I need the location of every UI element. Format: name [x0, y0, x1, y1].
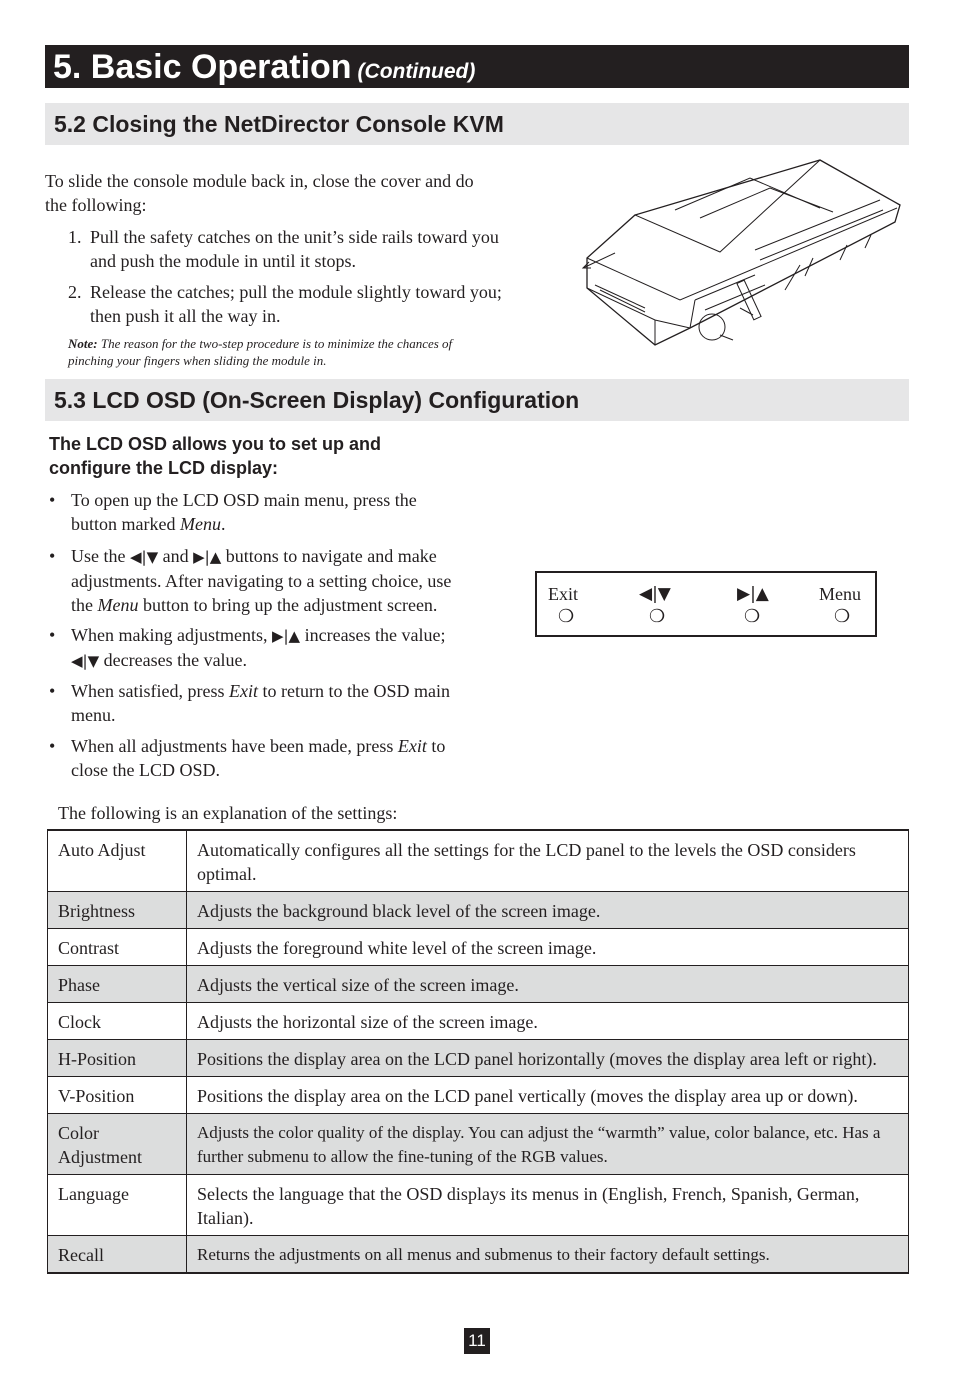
section-52-heading-bar [45, 103, 909, 145]
table-row [48, 1114, 909, 1175]
lead-line-1: The LCD OSD allows you to set up and [49, 434, 382, 454]
text-span: When making adjustments, [71, 625, 272, 645]
left-triangle-bar-down-triangle-icon: ◀|▼ [639, 584, 671, 604]
setting-description: Adjusts the color quality of the display. You can adjust the “warmth” value, color balance, etc. Has a further submenu to allow the fine-tuning of the RGB values. [187, 1114, 909, 1175]
next-circle-button-icon: ❍ [744, 606, 761, 627]
menu-label: Menu [819, 584, 861, 604]
table-row [48, 1175, 909, 1236]
setting-name: H-Position [48, 1040, 187, 1077]
section-53-heading: 5.3 LCD OSD (On-Screen Display) Configuration [54, 387, 580, 413]
right-triangle-bar-up-triangle-icon: ▶|▲ [737, 584, 769, 604]
setting-description: Adjusts the foreground white level of the screen image. [187, 929, 909, 966]
text-span: the [71, 595, 98, 615]
setting-description: Automatically configures all the settings for the LCD panel to the levels the OSD considers optimal. [187, 830, 909, 892]
note [68, 335, 452, 369]
text-span: increases the value; [300, 625, 446, 645]
note-line-1: The reason for the two-step procedure is to minimize the chances of [100, 336, 453, 351]
step-number: 1. [68, 227, 82, 247]
left-triangle-bar-down-triangle-icon: ◀|▼ [129, 548, 159, 566]
setting-name: Color Adjustment [48, 1114, 187, 1175]
table-row [48, 1040, 909, 1077]
chapter-title-bar [45, 45, 909, 88]
setting-description: Returns the adjustments on all menus and submenus to their factory default settings. [187, 1236, 909, 1274]
step-line: Pull the safety catches on the unit’s side rails toward you [90, 227, 499, 247]
text-span: Use the [71, 546, 130, 566]
section-52-intro [45, 169, 474, 217]
setting-description: Adjusts the horizontal size of the screen image. [187, 1003, 909, 1040]
table-row [48, 892, 909, 929]
table-row [48, 966, 909, 1003]
table-row [48, 1003, 909, 1040]
setting-name: V-Position [48, 1077, 187, 1114]
bullet-line: close the LCD OSD. [71, 760, 220, 780]
bullet-dot: • [49, 490, 56, 510]
exit-label: Exit [548, 584, 578, 604]
exit-button-ref: Exit [397, 736, 427, 756]
left-triangle-bar-down-triangle-icon: ◀|▼ [71, 652, 100, 670]
bullet-dot: • [49, 546, 56, 566]
setting-name: Language [48, 1175, 187, 1236]
table-intro: The following is an explanation of the settings: [58, 803, 398, 823]
chapter-title-text: 5. Basic Operation [53, 48, 352, 86]
setting-name: Brightness [48, 892, 187, 929]
text-span: When satisfied, press [71, 681, 229, 701]
bullet-line [71, 512, 417, 536]
bullet-text [71, 544, 451, 617]
step-2 [68, 280, 568, 330]
step-text [90, 225, 499, 273]
bullet-line: menu. [71, 705, 116, 725]
prev-circle-button-icon: ❍ [649, 606, 666, 627]
settings-table [47, 829, 909, 1274]
menu-button-ref: Menu [179, 514, 221, 534]
bullet-line [71, 544, 451, 569]
text-span: buttons to navigate and make [221, 546, 437, 566]
note-label: Note: [68, 336, 98, 351]
intro-line-1: To slide the console module back in, close the cover and do [45, 171, 474, 191]
table-row [48, 1236, 909, 1274]
bullet-text [71, 623, 446, 673]
console-kvm-illustration [575, 150, 915, 360]
bullet-line [71, 648, 446, 673]
text-span: to return to the OSD main [257, 681, 450, 701]
bullet-line: To open up the LCD OSD main menu, press the [71, 490, 417, 510]
bullet-text [71, 679, 450, 727]
section-53-heading-bar [45, 379, 909, 421]
right-triangle-bar-up-triangle-icon: ▶|▲ [193, 548, 222, 566]
setting-name: Contrast [48, 929, 187, 966]
table-row [48, 830, 909, 892]
bullet-line [71, 734, 445, 758]
chapter-title [53, 47, 475, 92]
text-span: When all adjustments have been made, press [71, 736, 398, 756]
setting-name: Clock [48, 1003, 187, 1040]
step-number: 2. [68, 282, 82, 302]
text-span: and [158, 546, 194, 566]
step-line: then push it all the way in. [90, 306, 281, 326]
osd-button-panel [535, 571, 877, 637]
step-line: Release the catches; pull the module slightly toward you; [90, 282, 502, 302]
text-span: to [426, 736, 446, 756]
bullet-line [71, 593, 451, 617]
text-span: button marked [71, 514, 180, 534]
setting-name: Auto Adjust [48, 830, 187, 892]
bullet-satisfied [49, 679, 519, 729]
exit-circle-button-icon: ❍ [558, 606, 575, 627]
setting-description: Adjusts the vertical size of the screen image. [187, 966, 909, 1003]
bullet-text [71, 488, 417, 536]
step-1 [68, 225, 568, 275]
setting-description: Adjusts the background black level of the screen image. [187, 892, 909, 929]
setting-description: Positions the display area on the LCD panel horizontally (moves the display area left or right). [187, 1040, 909, 1077]
bullet-dot: • [49, 625, 56, 645]
bullet-dot: • [49, 736, 56, 756]
section-52-heading: 5.2 Closing the NetDirector Console KVM [54, 111, 504, 137]
table-row [48, 929, 909, 966]
intro-line-2: the following: [45, 195, 147, 215]
text-span: . [220, 514, 226, 534]
exit-button-ref: Exit [228, 681, 258, 701]
menu-circle-button-icon: ❍ [834, 606, 851, 627]
setting-description: Positions the display area on the LCD panel vertically (moves the display area up or down). [187, 1077, 909, 1114]
bullet-close [49, 734, 519, 784]
step-line: and push the module in until it stops. [90, 251, 356, 271]
bullet-line: adjustments. After navigating to a setting choice, use [71, 571, 452, 591]
bullet-navigate [49, 544, 519, 619]
bullet-open-menu [49, 488, 519, 538]
setting-name: Phase [48, 966, 187, 1003]
right-triangle-bar-up-triangle-icon: ▶|▲ [271, 627, 301, 645]
bullet-dot: • [49, 681, 56, 701]
bullet-text [71, 734, 445, 782]
setting-name: Recall [48, 1236, 187, 1274]
text-span: button to bring up the adjustment screen. [138, 595, 438, 615]
page-number: 11 [464, 1328, 490, 1354]
bullet-line [71, 679, 450, 703]
bullet-adjust [49, 623, 519, 673]
setting-description: Selects the language that the OSD displays its menus in (English, French, Spanish, German, Italian). [187, 1175, 909, 1236]
chapter-subtitle: (Continued) [357, 60, 476, 83]
note-line-2: pinching your fingers when sliding the module in. [68, 353, 327, 368]
section-53-lead [49, 432, 381, 480]
bullet-line [71, 623, 446, 648]
table-row [48, 1077, 909, 1114]
menu-button-ref: Menu [97, 595, 139, 615]
lead-line-2: configure the LCD display: [49, 458, 279, 478]
text-span: decreases the value. [99, 650, 248, 670]
step-text [90, 280, 502, 328]
